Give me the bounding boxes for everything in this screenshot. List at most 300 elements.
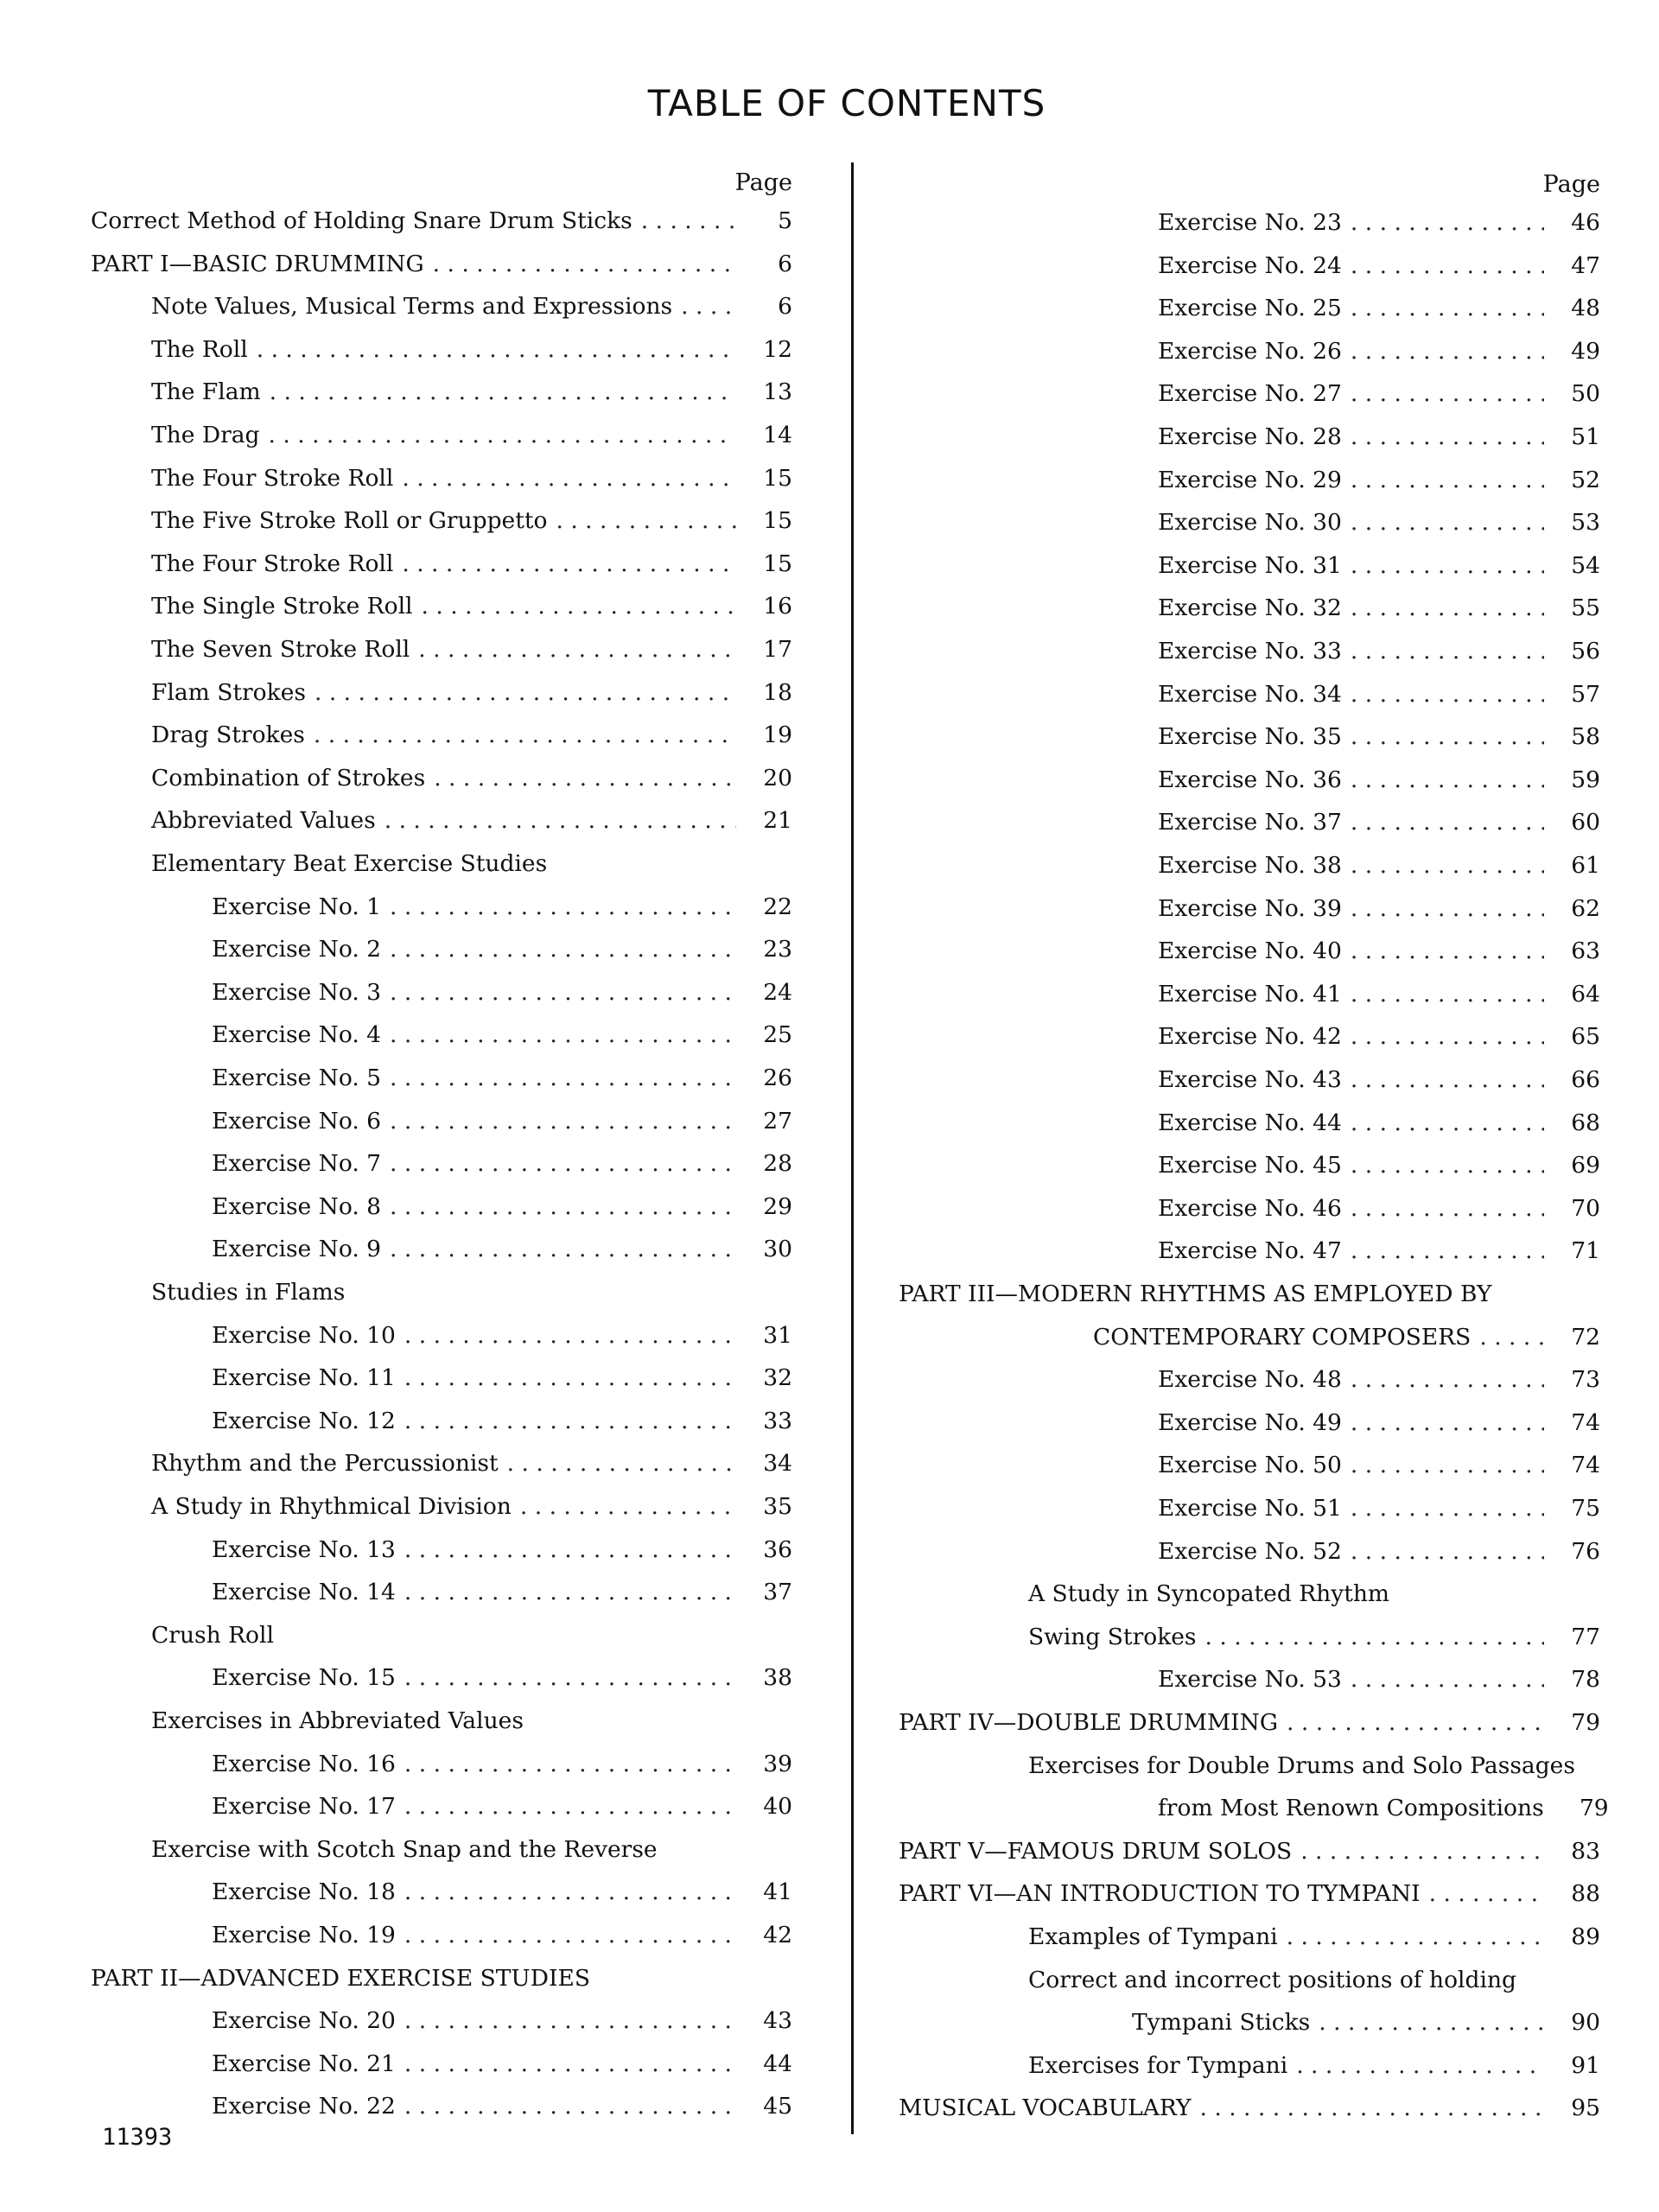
toc-entry <box>91 465 792 499</box>
toc-entry-label: Exercise No. 10 <box>212 1321 396 1349</box>
toc-entry-page: 74 <box>1571 1408 1600 1436</box>
toc-leader-dots <box>404 1536 736 1563</box>
toc-entry-label: Correct and incorrect positions of holding <box>1028 1966 1517 1993</box>
toc-entry <box>899 1795 1609 1829</box>
toc-entry-page: 54 <box>1571 551 1600 579</box>
toc-entry-page: 73 <box>1571 1366 1600 1394</box>
toc-entry-page: 58 <box>1571 723 1600 751</box>
toc-entry-page: 77 <box>1571 1623 1600 1650</box>
catalog-number: 11393 <box>102 2124 173 2151</box>
toc-leader-dots <box>390 893 736 920</box>
toc-entry-label: CONTEMPORARY COMPOSERS <box>1093 1323 1471 1351</box>
toc-entry-label: A Study in Rhythmical Division <box>151 1493 512 1520</box>
toc-entry-label: Exercise No. 2 <box>212 936 382 963</box>
toc-entry <box>899 1109 1600 1144</box>
toc-entry <box>91 1236 792 1270</box>
toc-entry <box>899 1324 1600 1358</box>
toc-entry-label: Exercise No. 41 <box>1158 980 1342 1007</box>
toc-entry-label: Exercise No. 26 <box>1158 337 1342 365</box>
toc-entry <box>899 252 1600 287</box>
toc-leader-dots <box>641 207 736 234</box>
toc-entry-label: Exercise No. 19 <box>212 1922 396 1948</box>
toc-leader-dots <box>390 1065 736 1091</box>
toc-entry-label: Exercise No. 31 <box>1158 551 1342 579</box>
toc-entry-page: 18 <box>763 678 792 706</box>
toc-entry-label: Exercise with Scotch Snap and the Reverse <box>151 1835 658 1863</box>
toc-leader-dots <box>1351 1538 1544 1565</box>
toc-entry-label: Exercise No. 4 <box>212 1021 382 1049</box>
toc-entry-label: Exercise No. 48 <box>1158 1366 1342 1394</box>
toc-entry-page: 14 <box>763 422 792 448</box>
toc-entry <box>899 1152 1600 1186</box>
toc-entry <box>899 638 1600 672</box>
toc-entry-label: Exercise No. 17 <box>212 1793 396 1821</box>
toc-entry-label: Exercise No. 44 <box>1158 1109 1342 1136</box>
toc-entry-page: 12 <box>763 335 792 363</box>
toc-leader-dots <box>404 1364 736 1391</box>
toc-leader-dots <box>1351 852 1544 879</box>
toc-entry-label: Crush Roll <box>151 1621 274 1649</box>
toc-entry-label: Exercise No. 38 <box>1158 852 1342 879</box>
toc-entry-label: PART II—ADVANCED EXERCISE STUDIES <box>91 1964 590 1992</box>
toc-entry <box>91 2007 792 2042</box>
toc-entry <box>899 380 1600 415</box>
toc-leader-dots <box>1287 1709 1544 1736</box>
toc-entry-page: 59 <box>1571 766 1600 793</box>
toc-entry-label: Exercise No. 22 <box>212 2093 396 2120</box>
toc-entry-page: 32 <box>763 1364 792 1392</box>
toc-leader-dots <box>418 636 736 663</box>
toc-entry <box>899 1023 1600 1058</box>
toc-leader-dots <box>681 293 736 320</box>
toc-entry-page: 72 <box>1571 1323 1600 1351</box>
toc-entry-page: 50 <box>1571 380 1600 408</box>
toc-entry <box>91 1664 792 1699</box>
toc-leader-dots <box>1351 1109 1544 1136</box>
toc-leader-dots <box>1351 467 1544 493</box>
toc-entry-page: 51 <box>1571 423 1600 450</box>
toc-entry-page: 38 <box>763 1664 792 1692</box>
toc-entry-page: 19 <box>763 721 792 749</box>
toc-entry-label: Examples of Tympani <box>1028 1923 1278 1950</box>
toc-entry-label: Exercise No. 32 <box>1158 594 1342 622</box>
toc-entry-label: PART V—FAMOUS DRUM SOLOS <box>899 1837 1293 1865</box>
toc-entry <box>899 1752 1600 1787</box>
toc-entry-label: Exercise No. 43 <box>1158 1066 1342 1093</box>
toc-entry-label: PART I—BASIC DRUMMING <box>91 250 424 277</box>
toc-entry-page: 74 <box>1571 1452 1600 1479</box>
toc-leader-dots <box>1351 423 1544 450</box>
toc-entry <box>91 1279 792 1313</box>
toc-entry-page: 75 <box>1571 1495 1600 1522</box>
toc-leader-dots <box>404 1751 736 1777</box>
toc-leader-dots <box>385 807 736 834</box>
toc-entry-label: Exercise No. 16 <box>212 1750 396 1777</box>
toc-leader-dots <box>390 1150 736 1177</box>
toc-entry <box>91 1922 792 1956</box>
toc-leader-dots <box>404 1878 736 1905</box>
toc-entry-label: Exercise No. 36 <box>1158 766 1342 793</box>
toc-leader-dots <box>1351 1195 1544 1222</box>
toc-entry-label: Exercise No. 3 <box>212 978 382 1006</box>
toc-entry-page: 20 <box>763 764 792 791</box>
toc-entry <box>91 765 792 799</box>
page-title: TABLE OF CONTENTS <box>647 82 1046 124</box>
toc-entry-page: 27 <box>763 1107 792 1135</box>
toc-entry <box>899 423 1600 458</box>
toc-entry-label: Exercise No. 40 <box>1158 938 1342 965</box>
toc-entry-page: 49 <box>1571 337 1600 365</box>
toc-entry <box>91 979 792 1014</box>
column-divider <box>851 162 854 2134</box>
toc-entry-label: Exercise No. 13 <box>212 1535 396 1563</box>
toc-entry-page: 34 <box>763 1450 792 1478</box>
toc-entry-page: 47 <box>1571 251 1600 279</box>
toc-entry <box>899 467 1600 501</box>
toc-entry <box>91 1322 792 1357</box>
toc-leader-dots <box>315 679 736 706</box>
toc-entry-page: 71 <box>1571 1237 1600 1265</box>
toc-entry-label: Correct Method of Holding Snare Drum Sticks <box>91 207 632 234</box>
toc-leader-dots <box>520 1493 736 1520</box>
toc-leader-dots <box>1429 1880 1544 1907</box>
toc-leader-dots <box>1351 1237 1544 1264</box>
toc-entry <box>899 2009 1600 2044</box>
toc-leader-dots <box>402 550 736 577</box>
toc-entry <box>91 1150 792 1185</box>
toc-entry-label: Exercise No. 34 <box>1158 680 1342 708</box>
toc-entry <box>899 552 1600 587</box>
toc-entry <box>899 295 1600 329</box>
toc-entry-label: Exercise No. 53 <box>1158 1666 1342 1694</box>
toc-entry-page: 31 <box>763 1321 792 1349</box>
toc-leader-dots <box>1351 981 1544 1007</box>
toc-entry-label: Exercises in Abbreviated Values <box>151 1707 524 1734</box>
toc-entry <box>91 1751 792 1785</box>
toc-entry-label: Exercises for Double Drums and Solo Passages <box>1028 1751 1575 1779</box>
toc-entry-label: Exercise No. 47 <box>1158 1237 1342 1265</box>
toc-entry-page: 42 <box>763 1922 792 1948</box>
toc-leader-dots <box>1296 2052 1544 2079</box>
toc-leader-dots <box>1300 1838 1544 1865</box>
toc-entry-label: PART III—MODERN RHYTHMS AS EMPLOYED BY <box>899 1281 1492 1307</box>
toc-entry-page: 41 <box>763 1878 792 1906</box>
toc-entry-label: Exercise No. 5 <box>212 1065 382 1091</box>
toc-entry-page: 29 <box>763 1192 792 1220</box>
toc-entry-page: 55 <box>1571 594 1600 622</box>
toc-leader-dots <box>404 1408 736 1434</box>
toc-entry-label: Exercise No. 39 <box>1158 894 1342 922</box>
toc-leader-dots <box>404 1579 736 1605</box>
toc-leader-dots <box>404 1322 736 1349</box>
toc-entry-page: 79 <box>1579 1795 1609 1822</box>
toc-leader-dots <box>404 2093 736 2120</box>
toc-entry <box>899 895 1600 930</box>
toc-entry-label: Exercise No. 25 <box>1158 295 1342 322</box>
toc-leader-dots <box>1351 338 1544 365</box>
toc-entry-page: 44 <box>763 2050 792 2077</box>
toc-leader-dots <box>390 936 736 963</box>
toc-leader-dots <box>404 1922 736 1948</box>
toc-leader-dots <box>1351 1066 1544 1093</box>
toc-entry <box>91 2050 792 2085</box>
toc-entry <box>91 378 792 413</box>
toc-entry-label: Exercise No. 11 <box>212 1364 396 1392</box>
toc-leader-dots <box>434 765 736 791</box>
toc-entry-page: 69 <box>1571 1152 1600 1179</box>
toc-entry-page: 78 <box>1571 1666 1600 1694</box>
toc-entry <box>899 681 1600 715</box>
toc-entry-label: Exercise No. 6 <box>212 1107 382 1135</box>
toc-leader-dots <box>1351 252 1544 279</box>
toc-entry <box>899 723 1600 758</box>
toc-entry-page: 53 <box>1571 509 1600 537</box>
toc-entry-page: 62 <box>1571 894 1600 922</box>
toc-leader-dots <box>1351 1023 1544 1050</box>
toc-entry <box>91 1364 792 1399</box>
toc-entry <box>899 209 1600 244</box>
toc-entry-page: 23 <box>763 936 792 963</box>
toc-entry <box>899 1066 1600 1101</box>
toc-leader-dots <box>556 507 736 534</box>
toc-entry-label: Exercise No. 49 <box>1158 1408 1342 1436</box>
toc-entry-page: 28 <box>763 1150 792 1178</box>
toc-entry-page: 95 <box>1571 2094 1600 2122</box>
toc-entry <box>91 251 792 285</box>
toc-entry <box>899 766 1600 801</box>
toc-entry-label: Exercise No. 7 <box>212 1150 382 1178</box>
toc-entry-label: The Single Stroke Roll <box>151 593 413 620</box>
toc-entry-page: 91 <box>1571 2051 1600 2079</box>
toc-entry-page: 25 <box>763 1021 792 1049</box>
toc-leader-dots <box>507 1450 736 1477</box>
toc-entry-page: 33 <box>763 1407 792 1434</box>
toc-leader-dots <box>1351 723 1544 750</box>
toc-entry-page: 61 <box>1571 852 1600 879</box>
toc-entry-page: 36 <box>763 1535 792 1563</box>
toc-entry <box>899 1880 1600 1915</box>
toc-entry-label: Note Values, Musical Terms and Expressions <box>151 293 673 321</box>
toc-entry-label: Exercise No. 15 <box>212 1664 396 1692</box>
toc-entry <box>899 594 1600 629</box>
toc-entry-page: 13 <box>763 378 792 406</box>
toc-entry <box>91 636 792 671</box>
toc-leader-dots <box>402 465 736 492</box>
toc-entry <box>899 1237 1600 1272</box>
toc-entry-page: 90 <box>1571 2009 1600 2037</box>
toc-leader-dots <box>1351 509 1544 536</box>
toc-entry-label: Combination of Strokes <box>151 764 426 791</box>
toc-leader-dots <box>1319 2009 1544 2036</box>
toc-entry-page: 39 <box>763 1750 792 1777</box>
toc-leader-dots <box>1351 895 1544 922</box>
toc-entry-label: Exercise No. 9 <box>212 1236 382 1263</box>
toc-leader-dots <box>1351 380 1544 407</box>
toc-entry <box>899 2094 1600 2129</box>
toc-entry-page: 63 <box>1571 938 1600 965</box>
toc-leader-dots <box>1479 1324 1544 1351</box>
toc-entry-page: 40 <box>763 1793 792 1821</box>
toc-entry-page: 46 <box>1571 209 1600 236</box>
toc-entry <box>91 593 792 627</box>
toc-entry-page: 88 <box>1571 1880 1600 1908</box>
toc-leader-dots <box>390 1021 736 1048</box>
toc-entry <box>899 338 1600 372</box>
toc-entry <box>899 1495 1600 1529</box>
toc-entry-page: 21 <box>763 807 792 835</box>
toc-entry-label: The Four Stroke Roll <box>151 464 394 492</box>
toc-entry-page: 52 <box>1571 466 1600 493</box>
toc-entry-page: 70 <box>1571 1194 1600 1222</box>
toc-leader-dots <box>270 378 736 405</box>
toc-leader-dots <box>1287 1923 1544 1950</box>
toc-leader-dots <box>1351 209 1544 236</box>
toc-leader-dots <box>1351 1495 1544 1522</box>
toc-entry-page: 6 <box>778 250 792 277</box>
toc-entry <box>91 207 792 242</box>
toc-leader-dots <box>1351 594 1544 621</box>
toc-entry-label: Tympani Sticks <box>1132 2009 1311 2037</box>
toc-leader-dots <box>1200 2094 1544 2121</box>
toc-entry-label: The Drag <box>151 422 260 448</box>
toc-entry-label: Exercise No. 52 <box>1158 1537 1342 1565</box>
toc-entry-label: Studies in Flams <box>151 1279 346 1306</box>
page-column-heading-right: Page <box>1542 171 1600 198</box>
toc-entry-label: Exercise No. 23 <box>1158 209 1342 236</box>
toc-entry <box>91 293 792 327</box>
toc-entry-label: Exercise No. 1 <box>212 893 382 920</box>
toc-entry-label: Exercise No. 51 <box>1158 1495 1342 1522</box>
toc-entry-label: Exercise No. 14 <box>212 1579 396 1606</box>
toc-leader-dots <box>390 1236 736 1262</box>
toc-entry-label: Exercise No. 18 <box>212 1878 396 1906</box>
toc-entry-page: 48 <box>1571 295 1600 322</box>
toc-entry-label: Exercise No. 8 <box>212 1192 382 1220</box>
toc-leader-dots <box>433 251 736 277</box>
toc-leader-dots <box>1351 1366 1544 1393</box>
toc-entry-label: Exercise No. 20 <box>212 2007 396 2035</box>
toc-entry-page: 35 <box>763 1493 792 1520</box>
toc-entry-label: Exercise No. 27 <box>1158 380 1342 408</box>
toc-leader-dots <box>1351 295 1544 321</box>
toc-entry-page: 16 <box>763 593 792 620</box>
toc-leader-dots <box>390 979 736 1006</box>
toc-entry-label: Exercise No. 33 <box>1158 638 1342 664</box>
toc-leader-dots <box>1351 638 1544 664</box>
toc-entry <box>899 852 1600 887</box>
toc-leader-dots <box>404 2007 736 2034</box>
toc-entry-page: 66 <box>1571 1066 1600 1093</box>
toc-entry-page: 6 <box>778 293 792 321</box>
toc-entry <box>91 1965 792 1999</box>
toc-entry-label: Exercise No. 29 <box>1158 466 1342 493</box>
toc-entry <box>91 1707 792 1742</box>
toc-leader-dots <box>1351 809 1544 836</box>
toc-entry-label: The Seven Stroke Roll <box>151 636 410 663</box>
toc-entry-label: Exercise No. 30 <box>1158 509 1342 537</box>
toc-leader-dots <box>1351 681 1544 708</box>
toc-entry-label: Swing Strokes <box>1028 1623 1197 1650</box>
toc-entry <box>91 2093 792 2127</box>
toc-leader-dots <box>390 1108 736 1135</box>
toc-entry <box>899 1538 1600 1573</box>
toc-entry <box>899 1624 1600 1658</box>
toc-entry <box>91 507 792 542</box>
toc-leader-dots <box>404 2050 736 2077</box>
toc-entry <box>91 1793 792 1827</box>
toc-entry <box>91 1493 792 1528</box>
toc-entry-page: 43 <box>763 2007 792 2035</box>
toc-entry <box>899 1366 1600 1401</box>
toc-leader-dots <box>1205 1624 1544 1650</box>
toc-entry-page: 26 <box>763 1065 792 1091</box>
toc-entry <box>91 936 792 970</box>
toc-entry-label: The Five Stroke Roll or Gruppetto <box>151 507 548 535</box>
toc-entry-page: 68 <box>1571 1109 1600 1136</box>
toc-entry-label: Exercise No. 50 <box>1158 1452 1342 1479</box>
toc-entry <box>899 1409 1600 1444</box>
toc-entry-page: 65 <box>1571 1023 1600 1051</box>
toc-leader-dots <box>390 1193 736 1220</box>
toc-leader-dots <box>1351 1452 1544 1478</box>
toc-entry-page: 89 <box>1571 1923 1600 1950</box>
toc-entry <box>91 850 792 885</box>
toc-entry <box>91 893 792 928</box>
toc-entry-page: 17 <box>763 636 792 663</box>
toc-entry-label: The Four Stroke Roll <box>151 550 394 577</box>
toc-entry-label: Drag Strokes <box>151 721 305 749</box>
toc-entry <box>91 1108 792 1142</box>
toc-entry <box>91 1065 792 1099</box>
toc-entry-page: 15 <box>763 464 792 492</box>
toc-entry-page: 22 <box>763 893 792 920</box>
toc-entry <box>899 2052 1600 2087</box>
toc-entry-label: Flam Strokes <box>151 678 306 706</box>
toc-entry-label: A Study in Syncopated Rhythm <box>1028 1580 1390 1608</box>
toc-entry <box>91 807 792 842</box>
toc-entry <box>91 1878 792 1913</box>
toc-entry-label: Exercise No. 42 <box>1158 1023 1342 1051</box>
toc-entry <box>91 550 792 585</box>
toc-entry-page: 30 <box>763 1236 792 1263</box>
toc-entry <box>91 1408 792 1442</box>
toc-entry-page: 15 <box>763 507 792 535</box>
toc-entry-page: 76 <box>1571 1537 1600 1565</box>
toc-entry-page: 83 <box>1571 1837 1600 1865</box>
toc-entry-label: Exercise No. 37 <box>1158 809 1342 836</box>
toc-leader-dots <box>1351 1152 1544 1179</box>
toc-entry-label: Exercise No. 21 <box>212 2050 396 2077</box>
toc-entry <box>899 1709 1600 1744</box>
toc-entry <box>899 938 1600 972</box>
toc-entry-label: Abbreviated Values <box>151 807 376 835</box>
toc-entry-page: 24 <box>763 978 792 1006</box>
toc-leader-dots <box>422 593 736 620</box>
toc-entry <box>899 1580 1600 1615</box>
toc-entry-page: 60 <box>1571 809 1600 836</box>
toc-leader-dots <box>314 721 736 748</box>
toc-entry-page: 56 <box>1571 638 1600 664</box>
toc-leader-dots <box>1351 938 1544 964</box>
toc-leader-dots <box>269 422 736 448</box>
toc-entry-label: PART VI—AN INTRODUCTION TO TYMPANI <box>899 1880 1421 1908</box>
toc-entry <box>91 679 792 714</box>
toc-entry <box>91 1193 792 1228</box>
toc-leader-dots <box>404 1793 736 1820</box>
toc-leader-dots <box>1351 766 1544 793</box>
toc-entry-page: 37 <box>763 1579 792 1606</box>
toc-entry-label: The Flam <box>151 378 261 406</box>
